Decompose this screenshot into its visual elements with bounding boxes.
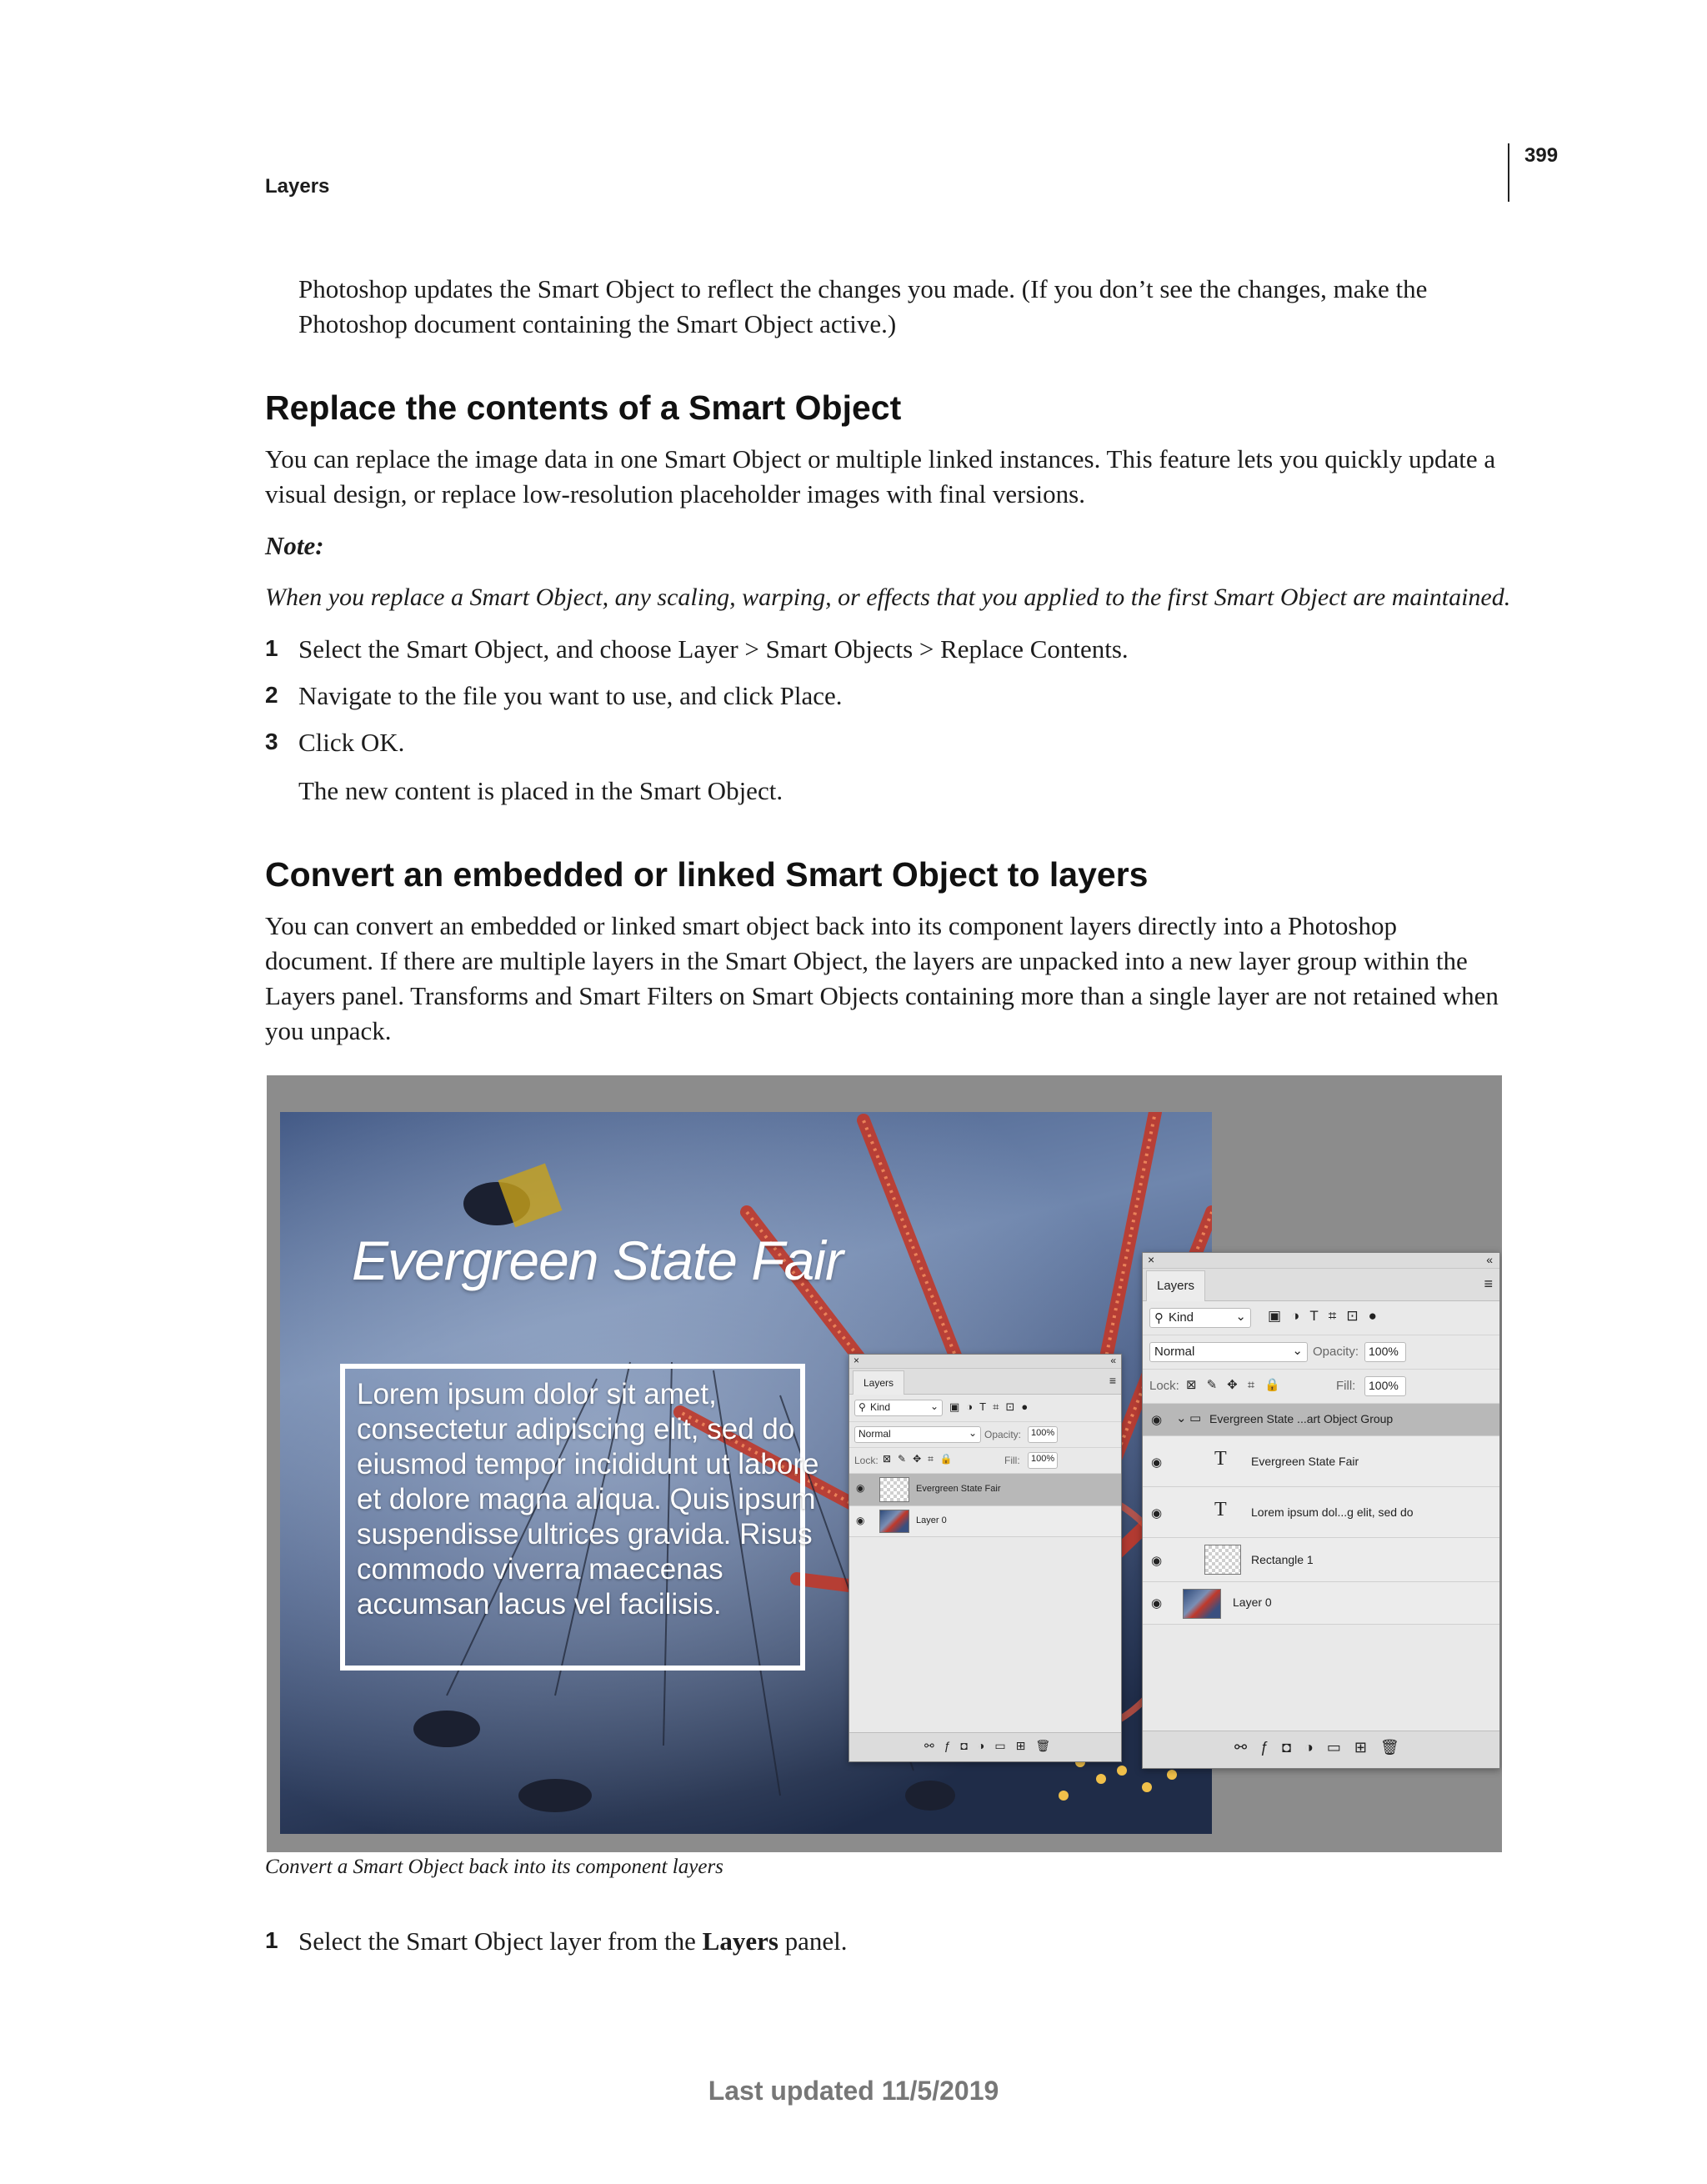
fill-value: 100% — [1369, 1379, 1399, 1392]
figure-caption: Convert a Smart Object back into its component layers — [265, 1856, 723, 1878]
type-layer-icon: T — [1214, 1448, 1227, 1470]
filter-icons[interactable] — [1268, 1308, 1387, 1325]
filter-kind-label: Kind — [870, 1401, 891, 1413]
collapse-icon[interactable]: « — [1110, 1355, 1116, 1366]
opacity-label: Opacity: — [984, 1429, 1022, 1440]
step-result: The new content is placed in the Smart Object. — [298, 776, 783, 805]
section-heading-convert: Convert an embedded or linked Smart Object to layers — [265, 855, 1149, 894]
note-label: Note: — [265, 531, 324, 560]
chevron-down-icon: ⌄ — [1292, 1344, 1303, 1358]
folder-icon: ▭ — [1189, 1411, 1202, 1425]
chevron-down-icon: ⌄ — [968, 1427, 977, 1439]
opacity-field[interactable] — [1028, 1426, 1058, 1443]
collapse-icon[interactable]: « — [1486, 1253, 1493, 1266]
type-layer-icon: T — [1214, 1499, 1227, 1520]
layer-action-icons[interactable]: ⚯ƒ◘◑▭⊞🗑 — [924, 1739, 1061, 1752]
intro-paragraph: Photoshop updates the Smart Object to reflect the changes you made. (If you don’t see the changes, make the Photoshop document containing the Smart Object active.) — [298, 274, 1428, 338]
tab-layers[interactable]: Layers — [853, 1370, 904, 1395]
figure-screenshot — [267, 1075, 1502, 1852]
close-icon[interactable]: × — [1148, 1253, 1155, 1266]
note-text: When you replace a Smart Object, any scaling, warping, or effects that you applied to the first Smart Object are maintained. — [265, 584, 1511, 611]
layers-panel-after — [1142, 1252, 1500, 1769]
section2-paragraph: You can convert an embedded or linked smart object back into its component layers directly into a Photoshop document. If there are multiple layers in the Smart Object, the layers are unpacked into a new layer group within the Layers panel. Transforms and Smart Filters on Smart Objects containing more than a single layer are not retained when you unpack. — [265, 911, 1499, 1045]
blend-mode-value: Normal — [859, 1428, 891, 1440]
running-header: Layers — [265, 175, 330, 198]
fill-value: 100% — [1031, 1454, 1055, 1464]
visibility-eye-icon[interactable]: ◉ — [1151, 1413, 1163, 1427]
search-icon: ⚲ — [859, 1401, 866, 1413]
ui-term-layers: Layers — [702, 1926, 778, 1956]
filter-toggle-icon[interactable]: ● — [1368, 1308, 1387, 1324]
layer-name: Lorem ipsum dol...g elit, sed do — [1251, 1505, 1414, 1519]
filter-icons[interactable] — [949, 1400, 1034, 1414]
page-number: 399 — [1524, 144, 1559, 167]
visibility-eye-icon[interactable]: ◉ — [856, 1482, 865, 1494]
image-filter-icon[interactable]: ▣ — [1268, 1308, 1292, 1324]
step-text-after: panel. — [778, 1926, 848, 1956]
step-text: Select the Smart Object, and choose Layer > Smart Objects > Replace Contents. — [298, 634, 1129, 664]
header-rule — [1508, 143, 1509, 202]
lock-label: Lock: — [1149, 1379, 1179, 1393]
shape-filter-icon[interactable]: ⌗ — [993, 1400, 1006, 1413]
close-icon[interactable]: × — [854, 1355, 860, 1366]
layer-action-icons[interactable]: ⚯ƒ◘◑▭⊞🗑 — [1234, 1739, 1413, 1756]
panel-bottom-toolbar — [849, 1732, 1121, 1761]
blend-mode-select[interactable] — [1149, 1342, 1308, 1362]
layer-name: Evergreen State Fair — [1251, 1455, 1359, 1468]
section1-paragraph: You can replace the image data in one Smart Object or multiple linked instances. This feature lets you quickly update a visual design, or replace low-resolution placeholder images with final versions. — [265, 444, 1496, 508]
panel-bottom-toolbar — [1143, 1731, 1499, 1768]
smart-object-filter-icon[interactable]: ⊡ — [1346, 1308, 1369, 1324]
visibility-eye-icon[interactable]: ◉ — [1151, 1554, 1163, 1568]
visibility-eye-icon[interactable]: ◉ — [1151, 1506, 1163, 1520]
lock-icons[interactable]: ⊠✎✥⌗🔒 — [1186, 1378, 1290, 1392]
shape-filter-icon[interactable]: ⌗ — [1328, 1308, 1347, 1324]
blend-mode-select[interactable] — [854, 1426, 981, 1443]
blend-mode-value: Normal — [1154, 1345, 1195, 1359]
shape-thumbnail — [1204, 1545, 1241, 1575]
layer-row[interactable] — [849, 1474, 1121, 1506]
fill-label: Fill: — [1004, 1455, 1020, 1466]
layer-group-row[interactable] — [1143, 1404, 1499, 1436]
step-text: Click OK. — [298, 728, 405, 757]
smart-object-filter-icon[interactable]: ⊡ — [1005, 1400, 1022, 1413]
chevron-down-icon: ⌄ — [1235, 1310, 1246, 1324]
smart-object-thumbnail — [879, 1477, 909, 1502]
step-number: 3 — [265, 729, 278, 754]
step-text — [298, 1924, 848, 1959]
adjustment-filter-icon[interactable]: ◑ — [1291, 1308, 1310, 1324]
layer-name: Layer 0 — [1233, 1595, 1272, 1609]
layer-row[interactable] — [1143, 1582, 1499, 1625]
lock-label: Lock: — [854, 1455, 879, 1466]
layer-name: Evergreen State Fair — [916, 1484, 1001, 1494]
step-number: 2 — [265, 682, 278, 708]
visibility-eye-icon[interactable]: ◉ — [856, 1515, 865, 1526]
panel-menu-icon[interactable]: ≡ — [1484, 1275, 1493, 1292]
overlay-title: Evergreen State Fair — [352, 1230, 843, 1291]
fill-field[interactable] — [1364, 1376, 1406, 1396]
layers-panel-before — [848, 1354, 1122, 1762]
step-text: Navigate to the file you want to use, and click Place. — [298, 681, 843, 710]
footer-last-updated: Last updated 11/5/2019 — [708, 2076, 999, 2106]
photo-thumbnail — [1183, 1589, 1221, 1619]
filter-kind-label: Kind — [1169, 1310, 1194, 1325]
visibility-eye-icon[interactable]: ◉ — [1151, 1455, 1163, 1470]
filter-toggle-icon[interactable]: ● — [1021, 1400, 1035, 1413]
type-filter-icon[interactable]: T — [1309, 1308, 1329, 1324]
step-number: 1 — [265, 635, 278, 661]
lock-icons[interactable]: ⊠✎✥⌗🔒 — [883, 1453, 959, 1465]
section-heading-replace: Replace the contents of a Smart Object — [265, 388, 902, 427]
layer-row[interactable] — [1143, 1538, 1499, 1582]
step-number: 1 — [265, 1927, 278, 1953]
panel-menu-icon[interactable]: ≡ — [1109, 1374, 1116, 1387]
opacity-value: 100% — [1369, 1345, 1399, 1358]
adjustment-filter-icon[interactable]: ◑ — [966, 1400, 980, 1413]
visibility-eye-icon[interactable]: ◉ — [1151, 1596, 1163, 1610]
step-text-before: Select the Smart Object layer from the — [298, 1926, 703, 1956]
layer-name: Rectangle 1 — [1251, 1553, 1314, 1566]
tab-layers[interactable]: Layers — [1146, 1270, 1205, 1301]
filter-kind-select[interactable] — [1149, 1308, 1251, 1328]
layer-name: Evergreen State ...art Object Group — [1209, 1412, 1394, 1425]
type-filter-icon[interactable]: T — [979, 1400, 994, 1413]
overlay-body-text: Lorem ipsum dolor sit amet, consectetur adipiscing elit, sed do eiusmod tempor incididunt ut labore et dolore magna aliqua. Quis ipsum suspendisse ultrices gravida. Risus commodo viverra maecenas accumsan lacus vel facilisis. — [357, 1378, 819, 1620]
layer-row[interactable] — [849, 1506, 1121, 1537]
opacity-value: 100% — [1031, 1428, 1055, 1438]
chevron-down-icon: ⌄ — [929, 1400, 939, 1412]
search-icon: ⚲ — [1154, 1311, 1164, 1325]
fill-field[interactable] — [1028, 1452, 1058, 1469]
opacity-label: Opacity: — [1313, 1345, 1359, 1359]
opacity-field[interactable] — [1364, 1342, 1406, 1362]
image-filter-icon[interactable]: ▣ — [949, 1400, 967, 1413]
filter-kind-select[interactable] — [854, 1400, 943, 1416]
layer-name: Layer 0 — [916, 1515, 947, 1525]
photo-thumbnail — [879, 1510, 909, 1533]
chevron-down-icon[interactable]: ⌄ — [1176, 1411, 1187, 1425]
fill-label: Fill: — [1336, 1379, 1356, 1393]
layer-row[interactable] — [1143, 1436, 1499, 1487]
layer-row[interactable] — [1143, 1487, 1499, 1538]
